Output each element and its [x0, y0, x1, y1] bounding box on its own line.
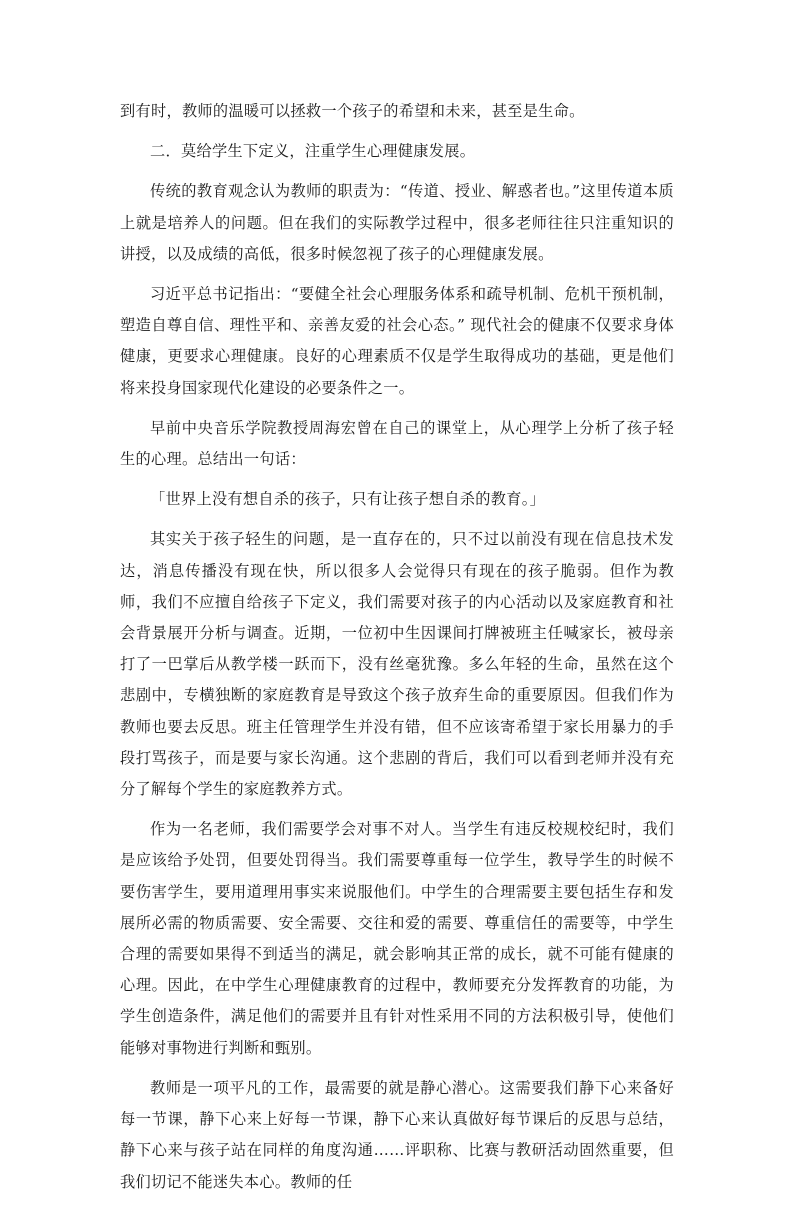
paragraph: 习近平总书记指出：“要健全社会心理服务体系和疏导机制、危机干预机制，塑造自尊自信、理性平和、亲善友爱的社会心态。” 现代社会的健康不仅要求身体健康，更要求心理健康。良好的心理素质不仅是学生取得成功的基础，更是他们将来投身国家现代化建设的必要条件之一。: [120, 285, 674, 397]
body-text: [120, 96, 674, 1207]
paragraph: 作为一名老师，我们需要学会对事不对人。当学生有违反校规校纪时，我们是应该给予处罚，但要处罚得当。我们需要尊重每一位学生，教导学生的时候不要伤害学生，要用道理用事实来说服他们。中学生的合理需要主要包括生存和发展所必需的物质需要、安全需要、交往和爱的需要、尊重信任的需要等，中学生合理的需要如果得不到适当的满足，就会影响其正常的成长，就不可能有健康的心理。因此，在中学生心理健康教育的过程中，教师要充分发挥教育的功能，为学生创造条件，满足他们的需要并且有针对性采用不同的方法积极引导，使他们能够对事物进行判断和甄别。: [120, 820, 674, 1057]
quote-paragraph: 「世界上没有想自杀的孩子，只有让孩子想自杀的教育。」: [150, 490, 546, 509]
paragraph: 传统的教育观念认为教师的职责为：“传道、授业、解惑者也。”这里传道本质上就是培养人的问题。但在我们的实际教学过程中，很多老师往往只注重知识的讲授，以及成绩的高低，很多时候忽视了孩子的心理健康发展。: [120, 182, 674, 263]
paragraph: 教师是一项平凡的工作，最需要的就是静心潜心。这需要我们静下心来备好每一节课，静下心来上好每一节课，静下心来认真做好每节课后的反思与总结，静下心来与孩子站在同样的角度沟通……评职称、比赛与教研活动固然重要，但我们切记不能迷失本心。教师的任: [120, 1078, 674, 1191]
paragraph-continuation: 到有时，教师的温暖可以拯救一个孩子的希望和未来，甚至是生命。: [120, 102, 585, 120]
paragraph: 早前中央音乐学院教授周海宏曾在自己的课堂上，从心理学上分析了孩子轻生的心理。总结出一句话：: [120, 418, 674, 469]
paragraph: 其实关于孩子轻生的问题，是一直存在的，只不过以前没有现在信息技术发达，消息传播没有现在快，所以很多人会觉得只有现在的孩子脆弱。但作为教师，我们不应擅自给孩子下定义，我们需要对孩子的内心活动以及家庭教育和社会背景展开分析与调查。近期，一位初中生因课间打牌被班主任喊家长，被母亲打了一巴掌后从教学楼一跃而下，没有丝毫犹豫。多么年轻的生命，虽然在这个悲剧中，专横独断的家庭教育是导致这个孩子放弃生命的重要原因。但我们作为教师也要去反思。班主任管理学生并没有错，但不应该寄希望于家长用暴力的手段打骂孩子，而是要与家长沟通。这个悲剧的背后，我们可以看到老师并没有充分了解每个学生的家庭教养方式。: [120, 530, 674, 799]
section-heading: 二．莫给学生下定义，注重学生心理健康发展。: [150, 142, 476, 161]
